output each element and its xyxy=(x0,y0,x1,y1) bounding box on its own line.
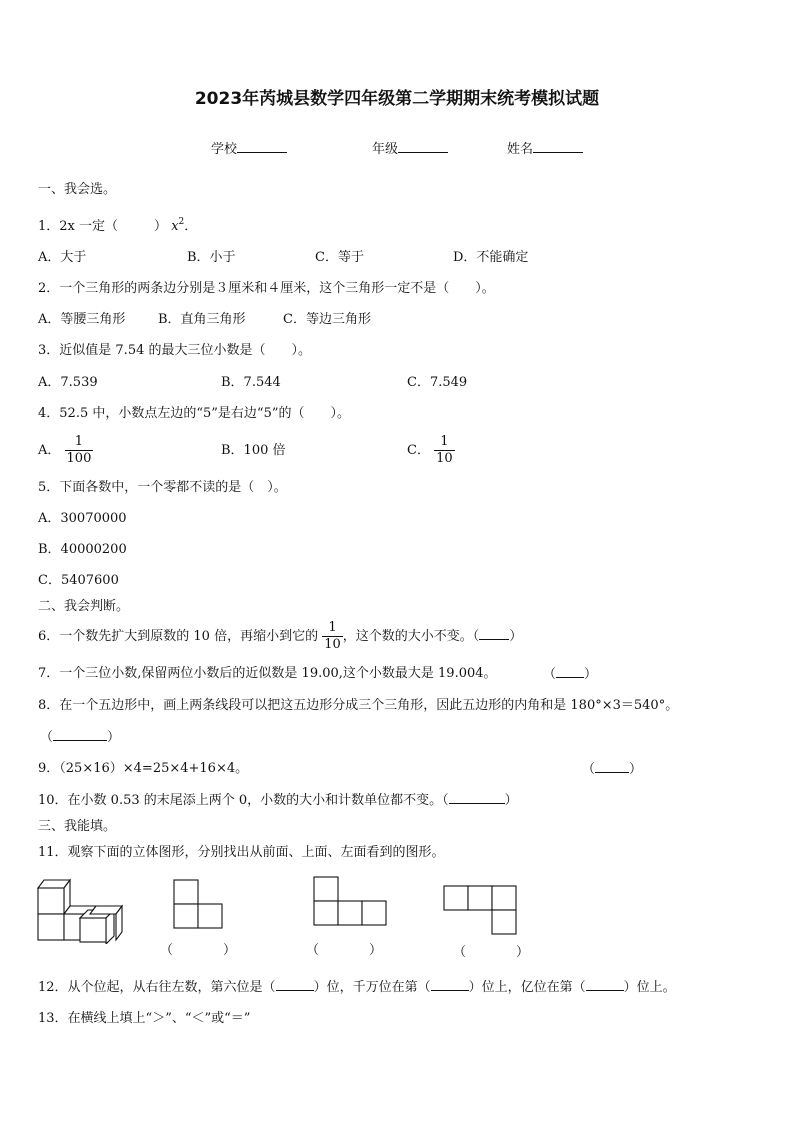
question-12: 12．从个位起，从右往左数，第六位是（ ）位，千万位在第（ ）位上，亿位在第（ ）位上。 xyxy=(38,980,676,995)
question-number: 5． xyxy=(38,480,60,495)
question-text: 2x 一定（ xyxy=(59,219,119,234)
question-number: 9． xyxy=(38,761,60,776)
question-8 xyxy=(38,697,678,715)
option-c[interactable]: C．等边三角形 xyxy=(283,312,371,327)
question-text: 在小数 0.53 的末尾添上两个 0，小数的大小和计数单位都不变。（ xyxy=(67,793,449,808)
view-figure-front xyxy=(172,878,226,930)
option-c[interactable]: C．7.549 xyxy=(407,375,468,390)
option-b[interactable]: B．直角三角形 xyxy=(158,312,246,327)
grade-field[interactable] xyxy=(372,140,448,159)
question-text: 在横线上填上“＞”、“＜”或“＝” xyxy=(67,1011,251,1026)
cube-face xyxy=(38,888,64,914)
question-number: 1． xyxy=(38,219,60,234)
name-blank[interactable] xyxy=(533,140,583,153)
question-number: 13． xyxy=(38,1011,68,1026)
section-heading: 二、我会判断。 xyxy=(38,599,130,614)
fraction: $\frac{1}{100}$ xyxy=(66,434,92,466)
option-b[interactable]: B．40000200 xyxy=(38,542,127,557)
answer-blank[interactable] xyxy=(479,627,509,640)
question-text: 近似值是 7.54 的最大三位小数是（ ）。 xyxy=(59,343,311,358)
question-5 xyxy=(38,479,287,497)
option-d[interactable]: D．不能确定 xyxy=(453,250,529,265)
question-number: 2． xyxy=(38,281,60,296)
option-b[interactable]: B．小于 xyxy=(187,250,236,265)
option-a[interactable]: A．7.539 xyxy=(38,375,98,390)
option-b[interactable]: B．100 倍 xyxy=(221,443,286,458)
section-heading: 一、我会选。 xyxy=(38,182,117,197)
option-c[interactable]: C． $\frac{1}{10}$ xyxy=(407,434,453,466)
question-number: 11． xyxy=(38,845,68,860)
question-7 xyxy=(38,665,497,683)
question-9 xyxy=(38,760,248,778)
answer-paren[interactable]: （ ） xyxy=(582,762,643,777)
question-text: 一个数先扩大到原数的 10 倍，再缩小到它的 xyxy=(59,629,319,644)
question-11 xyxy=(38,844,445,862)
question-text: 下面各数中，一个零都不读的是（ ）。 xyxy=(59,480,287,495)
name-field[interactable] xyxy=(507,140,583,159)
option-a[interactable]: A． $\frac{1}{100}$ xyxy=(38,434,92,466)
question-6: 6．一个数先扩大到原数的 10 倍，再缩小到它的 $\frac{1}{10}$ ，这个数的大小不变。（ ） xyxy=(38,620,523,652)
section-heading: 三、我能填。 xyxy=(38,819,117,834)
question-number: 7． xyxy=(38,666,60,681)
question-2 xyxy=(38,280,495,298)
question-number: 12． xyxy=(38,980,68,995)
answer-paren[interactable]: （ ） xyxy=(306,943,383,958)
answer-paren[interactable]: （ ） xyxy=(160,943,237,958)
answer-blank[interactable] xyxy=(556,665,584,678)
school-field[interactable] xyxy=(211,140,287,159)
answer-blank[interactable] xyxy=(53,728,107,741)
fraction: $\frac{1}{10}$ xyxy=(436,434,453,466)
grade-blank[interactable] xyxy=(398,140,448,153)
answer-blank[interactable] xyxy=(449,791,505,804)
answer-blank[interactable] xyxy=(595,760,629,773)
answer-blank[interactable] xyxy=(276,978,314,991)
question-number: 4． xyxy=(38,406,60,421)
question-3 xyxy=(38,342,311,360)
question-number: 8． xyxy=(38,698,60,713)
question-text: 观察下面的立体图形，分别找出从前面、上面、左面看到的图形。 xyxy=(67,845,445,860)
question-10: 10．在小数 0.53 的末尾添上两个 0，小数的大小和计数单位都不变。（ ） xyxy=(38,793,518,808)
answer-paren[interactable]: （ ） xyxy=(543,667,598,682)
question-text: 一个三角形的两条边分别是３厘米和４厘米，这个三角形一定不是（ ）。 xyxy=(59,281,495,296)
option-b[interactable]: B．7.544 xyxy=(221,375,281,390)
option-c[interactable]: C．5407600 xyxy=(38,573,119,588)
variable: x xyxy=(171,219,179,234)
question-13 xyxy=(38,1010,250,1028)
exponent: 2 xyxy=(178,217,185,227)
question-number: 3． xyxy=(38,343,60,358)
cube-face xyxy=(38,914,64,940)
grade-label: 年级 xyxy=(372,142,399,157)
option-c[interactable]: C．等于 xyxy=(315,250,364,265)
fraction: $\frac{1}{10}$ xyxy=(324,620,341,652)
answer-paren[interactable]: （ ） xyxy=(453,945,530,960)
answer-blank[interactable] xyxy=(586,978,624,991)
name-label: 姓名 xyxy=(507,142,534,157)
option-a[interactable]: A．等腰三角形 xyxy=(38,312,126,327)
answer-paren[interactable]: （ ） xyxy=(40,730,121,745)
option-a[interactable]: A．大于 xyxy=(38,250,87,265)
page-title: 2023年芮城县数学四年级第二学期期末统考模拟试题 xyxy=(194,89,600,109)
school-blank[interactable] xyxy=(237,140,287,153)
answer-blank[interactable] xyxy=(431,978,469,991)
solid-figure xyxy=(34,874,126,944)
question-text: （25×16）×4=25×4+16×4。 xyxy=(59,761,249,776)
question-text: 在一个五边形中，画上两条线段可以把这五边形分成三个三角形，因此五边形的内角和是 180°×3＝540°。 xyxy=(59,698,679,713)
school-label: 学校 xyxy=(211,142,238,157)
question-text: 一个三位小数,保留两位小数后的近似数是 19.00,这个小数最大是 19.004。 xyxy=(59,666,497,681)
question-number: 10． xyxy=(38,793,68,808)
question-text: 52.5 中，小数点左边的“5”是右边“5”的（ ）。 xyxy=(59,406,350,421)
question-number: 6． xyxy=(38,629,60,644)
view-figure-top xyxy=(312,875,390,927)
option-a[interactable]: A．30070000 xyxy=(38,511,127,526)
view-figure-left xyxy=(442,884,520,936)
question-4 xyxy=(38,405,350,423)
question-1: 1．2x 一定（ ） $x^2$． xyxy=(38,217,198,234)
